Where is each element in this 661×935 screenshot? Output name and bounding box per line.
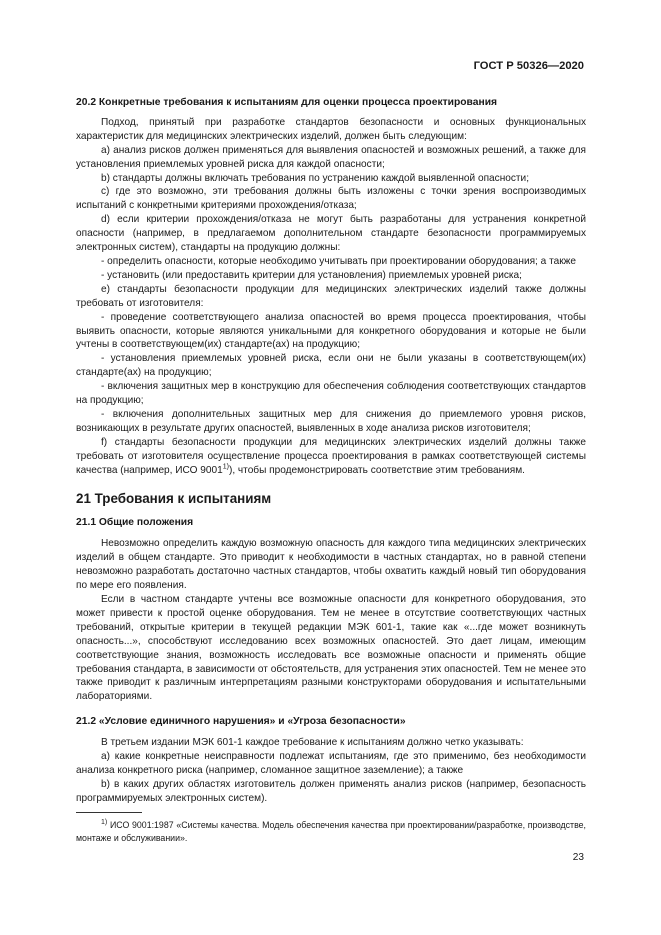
paragraph: Невозможно определить каждую возможную опасность для каждого типа медицинских электрических изделий в общем стандарте. Это приводит к необходимости в частных стандартах, но в равной степени невозможно разработать достаточно частных стандартов, чтобы охватить каждый новый тип оборудования по мере его появления. [76,538,586,592]
section-21-heading: 21 Требования к испытаниям [76,491,272,507]
list-item: - проведение соответствующего анализа опасностей во время процесса проектирования, чтобы выявить опасности, которые являются уникальными для конкретного оборудования и которые не были учтены в соответствующем(их) стандарте(ах) на продукцию; [76,311,586,351]
document-body [76,96,586,806]
list-item: b) в каких других областях изготовитель должен применять анализ рисков (например, безопасность программируемых электронных систем). [76,778,586,804]
list-item: - включения дополнительных защитных мер для снижения до приемлемого уровня рисков, возникающих в результате других опасностей, выявленных в ходе анализа рисков изготовителя; [76,408,586,434]
list-item: b) стандарты должны включать требования по устранению каждой выявленной опасности; [101,172,530,184]
paragraph: В третьем издании МЭК 601-1 каждое требование к испытаниям должно четко указывать: [101,737,524,749]
list-item: c) где это возможно, эти требования должны быть изложены с точки зрения воспроизводимых испытаний с конкретными критериями прохождения/отказа; [76,186,586,212]
document-header-id: ГОСТ Р 50326—2020 [473,60,584,72]
list-item-f-text-end: ), чтобы продемонстрировать соответствие этим требованиям. [228,464,525,476]
list-item: a) какие конкретные неисправности подлежат испытаниям, где это применимо, без необходимости анализа конкретного риска (например, сломанное защитное заземление); а также [76,751,586,776]
list-item-f [76,436,586,478]
list-item: - определить опасности, которые необходимо учитывать при проектировании оборудования; а также [101,255,576,267]
list-item: d) если критерии прохождения/отказа не могут быть разработаны для устранения конкретной опасности (например, в предлагаемом дополнительном стандарте безопасности программируемых электронных систем), стандарты на продукцию должны: [76,214,586,254]
section-20-2-heading: 20.2 Конкретные требования к испытаниям для оценки процесса проектирования [76,97,498,108]
paragraph: Если в частном стандарте учтены все возможные опасности для конкретного оборудования, это может привести к простой оценке оборудования. Тем не менее в отсутствие соответствующих частных требований, открытые критерии в текущей редакции МЭК 601-1, такие как «...где может возникнуть опасность...», способствуют исследованию всех возможных опасностей. Это дает лицам, имеющим соответствующие знания, возможность исследовать все возможные опасности и применять общие требования стандарта, в зависимости от обстоятельств, для устранения этих опасностей. Тем не менее это также приводит к различным интерпретациям разными конструкторами оборудования и испытательными лабораториями. [76,594,586,703]
footnote-reference[interactable]: 1) [222,463,229,471]
list-item: - включения защитных мер в конструкцию для обеспечения соблюдения соответствующих стандартов на продукцию; [76,381,586,407]
footnote-marker: 1) [101,819,108,827]
footnote-text: ИСО 9001:1987 «Системы качества. Модель обеспечения качества при проектировании/разработке, производстве, монтаже и обслуживании». [76,820,586,843]
list-item-f-text: f) стандарты безопасности продукции для медицинских электрических изделий должны также требовать от изготовителя осуществление процесса проектирования в рамках соответствующей системы качества (например, ИСО 9001 [76,436,586,476]
paragraph: Подход, принятый при разработке стандартов безопасности и основных функциональных характеристик для медицинских электрических изделий, должен быть следующим: [76,116,586,142]
list-item: - установить (или предоставить критерии для установления) приемлемых уровней риска; [101,269,522,281]
list-item: e) стандарты безопасности продукции для медицинских электрических изделий также должны требовать от изготовителя: [76,283,586,309]
section-21-1-heading: 21.1 Общие положения [76,517,194,529]
list-item: - установления приемлемых уровней риска, если они не были указаны в соответствующем(их) стандарте(ах) на продукцию; [76,353,586,379]
footnote [76,819,586,844]
list-item: a) анализ рисков должен применяться для выявления опасностей и возможных решений, а также для установления приемлемых уровней риска для каждой опасности; [76,144,586,170]
footnote-divider [76,812,142,813]
section-21-2-heading: 21.2 «Условие единичного нарушения» и «Угроза безопасности» [76,716,406,728]
page-number: 23 [572,852,584,863]
